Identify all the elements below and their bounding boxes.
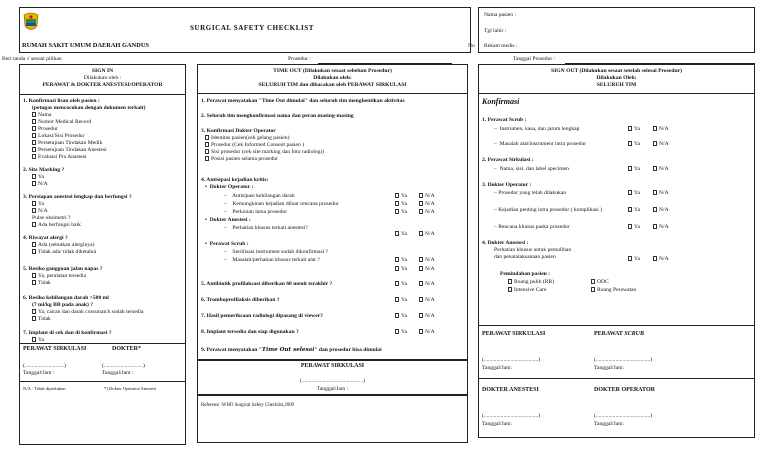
timeout-by: Dilakukan oleh: [313, 75, 352, 81]
timeout-q4-sc-item: – Sterilisasi instrument sudah dikonfirmasi ? [224, 249, 329, 255]
signin-nurse-label: PERAWAT SIRKULASI [23, 346, 87, 352]
checkbox-item[interactable]: Ruang pulih (RR) [508, 279, 554, 286]
ya-checkbox[interactable]: Ya [395, 266, 407, 273]
ya-checkbox[interactable]: Ya [628, 166, 640, 173]
na-checkbox[interactable]: N/A [419, 297, 435, 304]
timeout-q4-sc-item: – Masalah/perhatian khusus terkait alat ? [224, 257, 320, 263]
procedure-date-field[interactable]: Tanggal Prosedur : [513, 56, 556, 62]
na-checkbox[interactable]: N/A [419, 266, 435, 273]
timeout-sign-date[interactable]: Tanggal/Jam : [316, 386, 349, 392]
signout-by: Dilakukan Oleh: [596, 75, 637, 81]
patient-box [478, 7, 755, 53]
signout-scrub-date[interactable]: Tanggal/Jam: [594, 365, 625, 371]
konfirmasi-heading: Konfirmasi [482, 97, 520, 106]
na-checkbox[interactable]: N/A [419, 281, 435, 288]
timeout-q4-op-item: – Kemungkinan kejadian diluar rencana prosedur [224, 201, 339, 207]
timeout-q4-an-item: – Perhatian khusus terkait anestesi? [224, 225, 308, 231]
checkbox-item[interactable]: Nomor Medical Record [32, 119, 91, 126]
ya-checkbox[interactable]: Ya [628, 190, 640, 197]
checkbox-item[interactable]: N/A [32, 181, 48, 188]
signin-q3: 3. Persiapan anestesi lengkap dan berfungsi ? [23, 194, 132, 200]
timeout-title: TIME OUT (Dilakukan sesaat sebelum Prosedur) [273, 68, 392, 74]
ya-checkbox[interactable]: Ya [628, 126, 640, 133]
signout-q1: 1. Perawat Scrub : [482, 117, 527, 123]
na-checkbox[interactable]: N/A [419, 313, 435, 320]
na-checkbox[interactable]: N/A [419, 329, 435, 336]
checkbox-item[interactable]: Sisi prosedur (cek site marking dan foto radiologi) [205, 149, 324, 156]
signin-doctor-date[interactable]: Tanggal/Jam : [102, 370, 134, 376]
ya-checkbox[interactable]: Ya [628, 256, 640, 263]
checkbox-item[interactable]: N/A [32, 208, 48, 215]
signin-doctor-label: DOKTER* [112, 346, 142, 352]
checkbox-item[interactable]: Ya [32, 201, 44, 208]
checkbox-item[interactable]: Lokasi/Sisi Prosedur [32, 133, 84, 140]
na-checkbox[interactable]: N/A [653, 126, 669, 133]
timeout-q5: 5. Antibiotik profilaksasi diberikan 60 menit terakhir ? [201, 281, 333, 287]
checkbox-item[interactable]: Ya [32, 174, 44, 181]
reference-note: Referensi :WHO Surgical Safety Checklist,2009 [201, 403, 295, 408]
signin-who: PERAWAT & DOKTER ANESTESI/OPERATOR [42, 82, 163, 88]
ya-checkbox[interactable]: Ya [395, 209, 407, 216]
na-checkbox[interactable]: N/A [419, 209, 435, 216]
na-checkbox[interactable]: N/A [653, 224, 669, 231]
ya-checkbox[interactable]: Ya [395, 231, 407, 238]
timeout-q9: 9. Perawat menyatakan "Time Out selesai" dan prosedur bisa dimulai [201, 347, 382, 353]
signin-by: Dilakukan oleh : [83, 75, 122, 81]
na-checkbox[interactable]: N/A [419, 257, 435, 264]
checkbox-item[interactable]: Posisi pasien selama prosedur [205, 156, 278, 163]
timeout-who: SELURUH TIM dan dibacakan oleh PERAWAT SIRKULASI [258, 82, 407, 88]
checkbox-item[interactable]: Ruang Perawatan [591, 287, 636, 294]
signout-anestesi-label: DOKTER ANESTESI [482, 387, 539, 393]
timeout-q1: 1. Perawat menyatakan "Time Out dimulai" dan seluruh tim menghentikan aktivitas [201, 98, 405, 104]
signout-q3-item: – Kejadian penting intra prosedur ( komplikasi ) [494, 207, 602, 213]
checkbox-item[interactable]: Ada berfungsi baik [32, 222, 81, 229]
hospital-name: RUMAH SAKIT UMUM DAERAH GANDUS [22, 42, 149, 49]
signout-q3: 3. Dokter Operator : [482, 182, 532, 188]
tick-note: Beri tanda √ sesuai pilihan [2, 56, 62, 62]
signout-operator-sign[interactable]: (.......................................) [594, 413, 653, 419]
signout-title: SIGN OUT (Dilakukan sesaat setelah selesai Prosedur) [551, 68, 682, 74]
checkbox-item[interactable]: Persetujuan Tindakan Anestesi [32, 147, 107, 154]
checkbox-item[interactable]: Identitas pasien(cek gelang pasien) [205, 135, 289, 142]
timeout-sign-label: PERAWAT SIRKULASI [300, 363, 365, 369]
checkbox-item[interactable]: Evaluasi Pra Anastesi [32, 154, 86, 161]
ya-checkbox[interactable]: Ya [628, 224, 640, 231]
na-checkbox[interactable]: N/A [419, 193, 435, 200]
signout-anestesi-date[interactable]: Tanggal/Jam: [482, 421, 513, 427]
checkbox-item[interactable]: Prosedur (Cek Informed Consent pasien ) [205, 142, 304, 149]
timeout-q4-operator: • Dokter Operator : [205, 184, 254, 190]
checkbox-item[interactable]: Nama [32, 112, 51, 119]
signout-operator-date[interactable]: Tanggal/Jam: [594, 421, 625, 427]
checkbox-item[interactable]: Prosedur [32, 126, 58, 133]
signout-q3-item: – Rencana khusus paska prosedur [494, 224, 570, 230]
procedure-field[interactable]: Prosedur : [288, 56, 311, 62]
signin-nurse-date[interactable]: Tanggal/Jam : [23, 370, 55, 376]
signin-q5: 5. Resiko gangguan jalan napas ? [23, 266, 103, 272]
checkbox-item[interactable]: Tidak [32, 316, 51, 323]
ya-checkbox[interactable]: Ya [628, 141, 640, 148]
signin-footnote-na: N/A : Tidak diperlukan [23, 386, 66, 391]
checklist-title: SURGICAL SAFETY CHECKLIST [190, 24, 315, 32]
timeout-q4-op-item: – Antisipasi kehilangan darah [224, 193, 295, 199]
na-checkbox[interactable]: N/A [653, 166, 669, 173]
ya-checkbox[interactable]: Ya [395, 329, 407, 336]
checkbox-item[interactable]: Ada (sebutkan alerginya) [32, 242, 94, 249]
checkbox-item[interactable]: Persetujuan Tindakan Medik [32, 140, 102, 147]
timeout-q7: 7. Hasil pemeriksaan radiologi dipasang di viewer? [201, 313, 323, 319]
timeout-q4-scrub: • Perawat Scrub : [205, 241, 249, 247]
checkbox-item[interactable]: Ya, peralatan tersedia [32, 273, 86, 280]
signout-q2: 2. Perawat Sirkulasi : [482, 157, 534, 163]
signout-q4b: dan penatalaksanaan pasien [494, 254, 556, 260]
signin-title: SIGN IN [91, 68, 114, 74]
signin-q7: 7. Implant di cek dan di konfirmasi ? [23, 330, 112, 336]
pulse-oximetry-label: Pulse oksimetri ? [32, 215, 71, 221]
na-checkbox[interactable]: N/A [653, 207, 669, 214]
checkbox-item[interactable]: Ya [32, 337, 44, 344]
signout-scrub-sign[interactable]: (.......................................) [594, 357, 653, 363]
signout-operator-label: DOKTER OPERATOR [594, 387, 655, 393]
na-checkbox[interactable]: N/A [653, 190, 669, 197]
timeout-q8: 8. Implant tersedia dan siap digunakan ? [201, 329, 299, 335]
signout-nurse-label: PERAWAT SIRKULASI [482, 331, 546, 337]
na-checkbox[interactable]: N/A [419, 201, 435, 208]
signout-q1-item: – Masalah alat/instrument intra prosedur [494, 141, 587, 147]
timeout-q3: 3. Konfirmasi Dokter Operator [201, 128, 276, 134]
dob-field[interactable]: Tgl lahir : [484, 28, 507, 34]
checkbox-item[interactable]: Intensive Care [508, 287, 546, 294]
signout-q1-item: – Instrumen, kasa, dan jarum lengkap [494, 126, 580, 132]
signout-q4: 4. Dokter Anestesi : [482, 240, 529, 246]
signin-footnote-doctor: *) Dokter Operator/Anestesi [104, 386, 157, 391]
checkbox-item[interactable]: Ya, cairan dan darah crossmatch sudah tersedia [32, 309, 144, 316]
signin-q4: 4. Riwayat alergi ? [23, 235, 68, 241]
ya-checkbox[interactable]: Ya [395, 281, 407, 288]
signin-q1: 1. Konfirmasi lisan oleh pasien : [23, 98, 100, 104]
timeout-sign-line[interactable]: (............................................) [299, 378, 366, 384]
ya-checkbox[interactable]: Ya [628, 207, 640, 214]
timeout-q2: 2. Seluruh tim mengkonfirmasi nama dan peran masing-masing [201, 113, 354, 119]
ya-checkbox[interactable]: Ya [395, 193, 407, 200]
signout-q4a: Perhatian khusus untuk pemulihan [494, 247, 572, 253]
signout-who: SELURUH TIM [596, 82, 637, 88]
timeout-q4: 4. Antisipasi kejadian kritis: [201, 177, 269, 183]
signout-scrub-label: PERAWAT SCRUB [594, 331, 644, 337]
checkbox-item[interactable]: ODC [591, 279, 609, 286]
signin-q2: 2. Site Marking ? [23, 167, 65, 173]
signout-q3-item: – Prosedur yang telah dilakukan [494, 190, 567, 196]
signout-q2-item: – Nama, sisi, dan label specimen [494, 166, 569, 172]
timeout-q4-op-item: – Perkiraan lama prosedur [224, 209, 288, 215]
ya-checkbox[interactable]: Ya [395, 257, 407, 264]
signout-anestesi-sign[interactable]: (.......................................) [482, 413, 541, 419]
signin-nurse-sign[interactable]: (............................) [23, 363, 66, 369]
medical-record-field[interactable]: Rekam medis : [484, 43, 518, 49]
checkbox-item[interactable]: Tidak [32, 280, 51, 287]
ya-checkbox[interactable]: Ya [395, 297, 407, 304]
hospital-logo [22, 11, 40, 33]
na-checkbox[interactable]: N/A [419, 231, 435, 238]
checkbox-item[interactable]: Tidak ada/ tidak diketahui [32, 249, 96, 256]
timeout-q4-anestesi: • Dokter Anestesi : [205, 217, 251, 223]
ya-checkbox[interactable]: Ya [395, 201, 407, 208]
na-checkbox[interactable]: N/A [653, 141, 669, 148]
signin-q6b: (7 ml/kg BB pada anak) ? [32, 302, 94, 308]
transfer-label: Pemindahan pasien : [500, 271, 551, 277]
signin-q6: 6. Resiko kehilangan darah >500 ml [23, 295, 109, 301]
ya-checkbox[interactable]: Ya [395, 313, 407, 320]
no-label: No [468, 43, 475, 49]
patient-name-field[interactable]: Nama pasien : [484, 12, 516, 18]
signin-doctor-sign[interactable]: (............................) [102, 363, 145, 369]
signout-nurse-date[interactable]: Tanggal/Jam: [482, 365, 513, 371]
signin-q1b: (petugas mencocokan dengan dokumen terkait) [32, 105, 146, 111]
signout-nurse-sign[interactable]: (.......................................) [482, 357, 541, 363]
na-checkbox[interactable]: N/A [653, 256, 669, 263]
timeout-q6: 6. Tromboprofilaksis diberikan ? [201, 297, 280, 303]
